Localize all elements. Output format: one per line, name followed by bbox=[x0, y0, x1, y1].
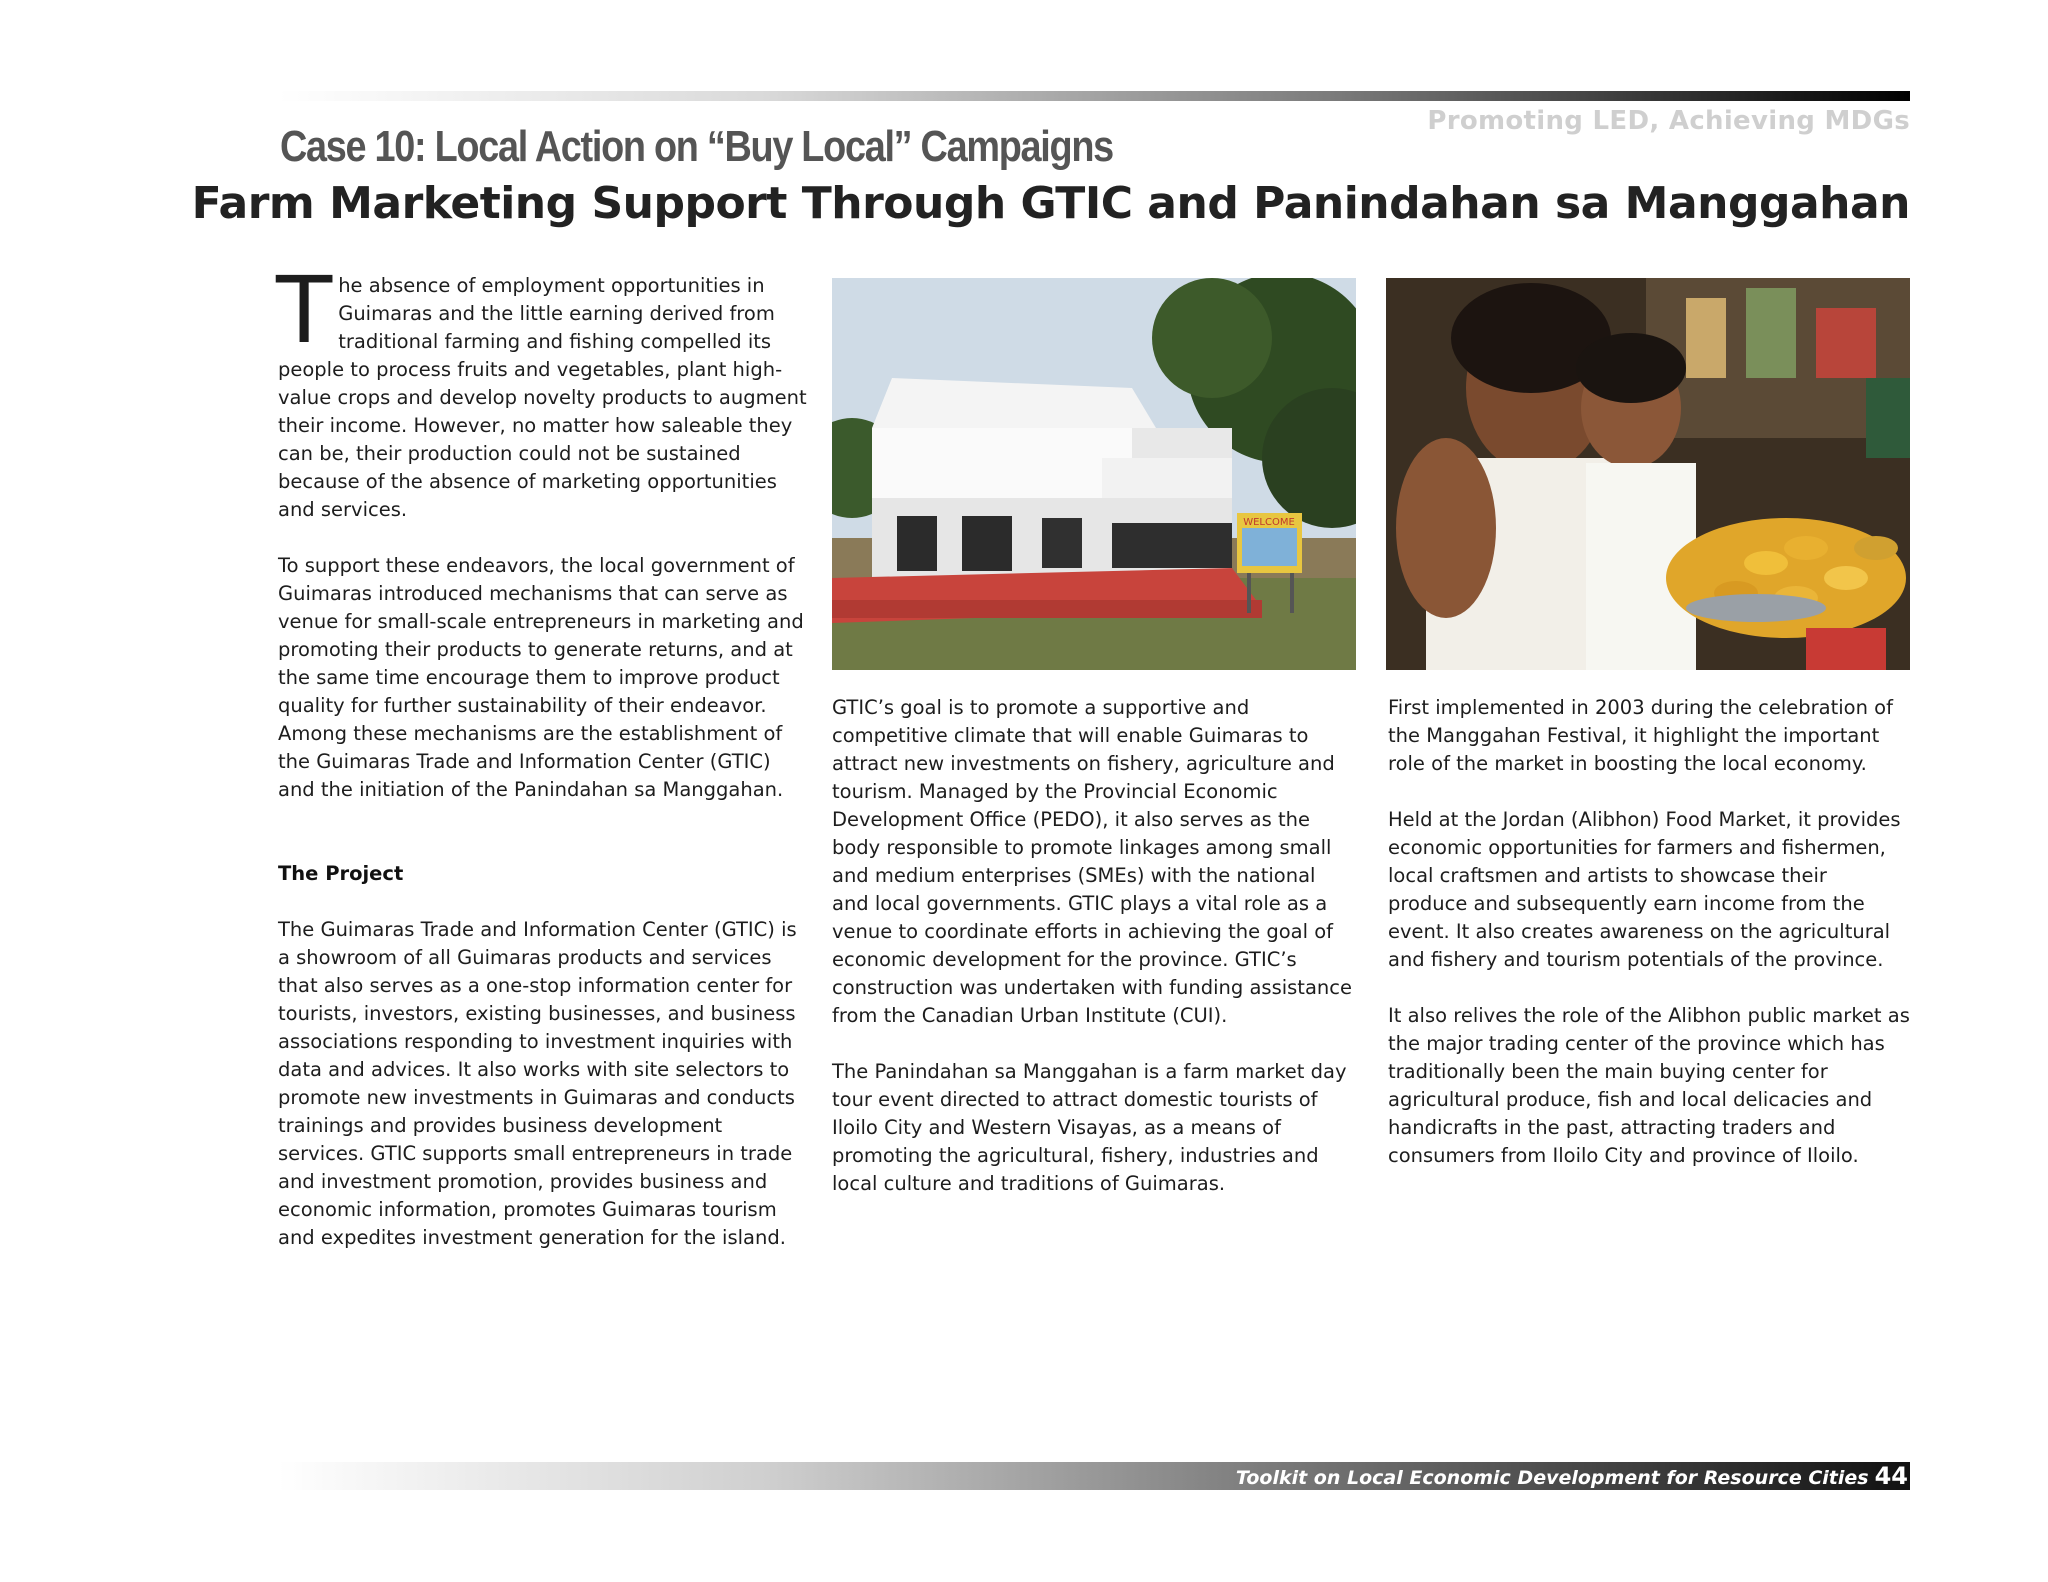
footer-title: Toolkit on Local Economic Development for Resource Cities bbox=[1235, 1467, 1869, 1489]
drop-cap: T bbox=[276, 257, 333, 364]
intro-paragraph bbox=[276, 257, 808, 524]
alibhon-market-paragraph: It also relives the role of the Alibhon public market as the major trading center of the province which has traditionally been the main buying center for agricultural produce, fish and local delicacies and handicrafts in the past, attracting traders and consumers from Iloilo City and province of Iloilo. bbox=[1388, 1004, 1910, 1167]
top-gradient-rule bbox=[278, 91, 1910, 101]
implementation-paragraph: First implemented in 2003 during the celebration of the Manggahan Festival, it highlight the important role of the market in boosting the local economy. bbox=[1388, 696, 1893, 775]
text-column-3 bbox=[1388, 694, 1912, 1198]
support-paragraph: To support these endeavors, the local government of Guimaras introduced mechanisms that can serve as venue for small-scale entrepreneurs in marketing and promoting their products to generate returns, and at the same time encourage them to improve product quality for further sustainability of their endeavor. Among these mechanisms are the establishment of the Guimaras Trade and Information Center (GTIC) and the initiation of the Panindahan sa Manggahan. bbox=[278, 554, 804, 801]
text-column-2 bbox=[832, 694, 1356, 1226]
panindahan-paragraph: The Panindahan sa Manggahan is a farm market day tour event directed to attract domestic tourists of Iloilo City and Western Visayas, as a means of promoting the agricultural, fishery, industries and local culture and traditions of Guimaras. bbox=[832, 1060, 1347, 1195]
mango-market-photo bbox=[1386, 278, 1910, 670]
page-title: Farm Marketing Support Through GTIC and Panindahan sa Manggahan bbox=[191, 178, 1910, 229]
gtic-goal-paragraph: GTIC’s goal is to promote a supportive and competitive climate that will enable Guimaras to attract new investments on fishery, agriculture and tourism. Managed by the Provincial Economic Development Office (PEDO), it also serves as the body responsible to promote linkages among small and medium enterprises (SMEs) with the national and local governments. GTIC plays a vital role as a venue to coordinate efforts in achieving the goal of economic development for the province. GTIC’s construction was undertaken with funding assistance from the Canadian Urban Institute (CUI). bbox=[832, 696, 1352, 1027]
welcome-sign-text: WELCOME bbox=[1243, 517, 1295, 528]
project-paragraph: The Guimaras Trade and Information Center (GTIC) is a showroom of all Guimaras products and services that also serves as a one-stop information center for tourists, investors, existing businesses, and business associations responding to investment inquiries with data and advices. It also works with site selectors to promote new investments in Guimaras and conducts trainings and provides business development services. GTIC supports small entrepreneurs in trade and investment promotion, provides business and economic information, promotes Guimaras tourism and expedites investment generation for the island. bbox=[278, 918, 797, 1249]
footer bbox=[1236, 1463, 1908, 1491]
gtic-building-photo bbox=[832, 278, 1356, 670]
page-number: 44 bbox=[1874, 1462, 1908, 1490]
running-head: Promoting LED, Achieving MDGs bbox=[1427, 106, 1910, 136]
intro-paragraph-text: he absence of employment opportunities in Guimaras and the little earning derived from traditional farming and fishing compelled its people to process fruits and vegetables, plant high-value crops and develop novelty products to augment their income. However, no matter how saleable they can be, their production could not be sustained because of the absence of marketing opportunities and services. bbox=[278, 274, 807, 521]
food-market-paragraph: Held at the Jordan (Alibhon) Food Market, it provides economic opportunities for farmers and fishermen, local craftsmen and artists to showcase their produce and subsequently earn income from the event. It also creates awareness on the agricultural and fishery and tourism potentials of the province. bbox=[1388, 808, 1901, 971]
section-heading-the-project: The Project bbox=[278, 862, 404, 885]
text-column-1 bbox=[276, 257, 808, 1280]
case-title: Case 10: Local Action on “Buy Local” Campaigns bbox=[280, 122, 1113, 171]
